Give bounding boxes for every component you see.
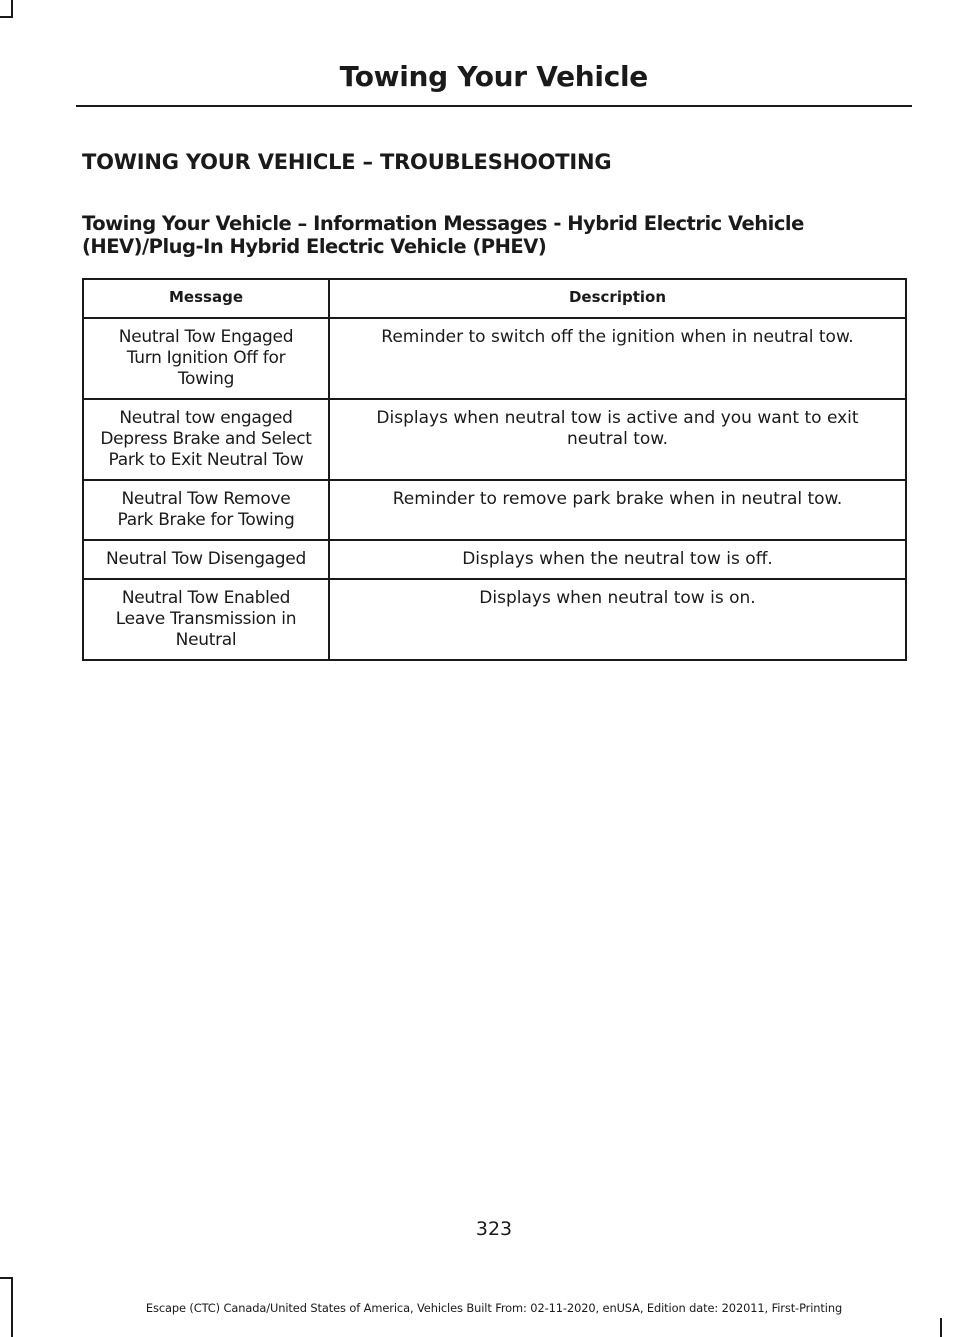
message-line: Neutral Tow Engaged [118,327,294,347]
message-cell [83,318,329,399]
message-line: Park Brake for Towing [117,510,295,530]
description-cell [329,318,906,399]
page-number: 323 [475,1218,513,1240]
message-line: Neutral Tow Remove [121,489,291,509]
description-line: Displays when the neutral tow is off. [462,549,773,569]
header-divider [76,105,912,107]
message-line: Neutral [175,630,237,650]
message-line: Towing [177,369,235,389]
column-header-description: Description [329,279,906,318]
column-header-message: Message [83,279,329,318]
crop-mark-top-left-horizontal [0,16,13,18]
description-line: Displays when neutral tow is on. [479,588,756,608]
table-header-row [83,279,906,318]
table-row [83,579,906,660]
message-cell [83,540,329,579]
message-cell [83,579,329,660]
message-line: Park to Exit Neutral Tow [108,450,304,470]
section-title: TOWING YOUR VEHICLE – TROUBLESHOOTING [82,150,612,174]
message-line: Neutral Tow Enabled [121,588,291,608]
description-line: Reminder to remove park brake when in neutral tow. [392,489,843,509]
messages-table [82,278,907,661]
crop-mark-bottom-left-horizontal [0,1277,13,1279]
message-line: Neutral tow engaged [119,408,293,428]
description-cell [329,399,906,480]
description-cell [329,540,906,579]
description-cell [329,480,906,540]
description-line: neutral tow. [566,429,669,449]
crop-mark-bottom-right-vertical [940,1318,942,1337]
message-cell [83,399,329,480]
message-cell [83,480,329,540]
message-line: Turn Ignition Off for [126,348,286,368]
description-cell [329,579,906,660]
table-row [83,480,906,540]
running-header-title: Towing Your Vehicle [339,60,648,93]
description-line: Displays when neutral tow is active and you want to exit [376,408,859,428]
table-title: Towing Your Vehicle – Information Messages - Hybrid Electric Vehicle (HEV)/Plug-In Hybrid Electric Vehicle (PHEV) [82,212,804,258]
message-line: Neutral Tow Disengaged [106,549,306,569]
footer-edition-info: Escape (CTC) Canada/United States of America, Vehicles Built From: 02-11-2020, enUSA, Edition date: 202011, First-Printing [145,1301,843,1315]
message-line: Leave Transmission in [115,609,297,629]
table-row [83,318,906,399]
description-line: Reminder to switch off the ignition when in neutral tow. [381,327,854,347]
table-row [83,540,906,579]
table-row [83,399,906,480]
message-line: Depress Brake and Select [100,429,312,449]
